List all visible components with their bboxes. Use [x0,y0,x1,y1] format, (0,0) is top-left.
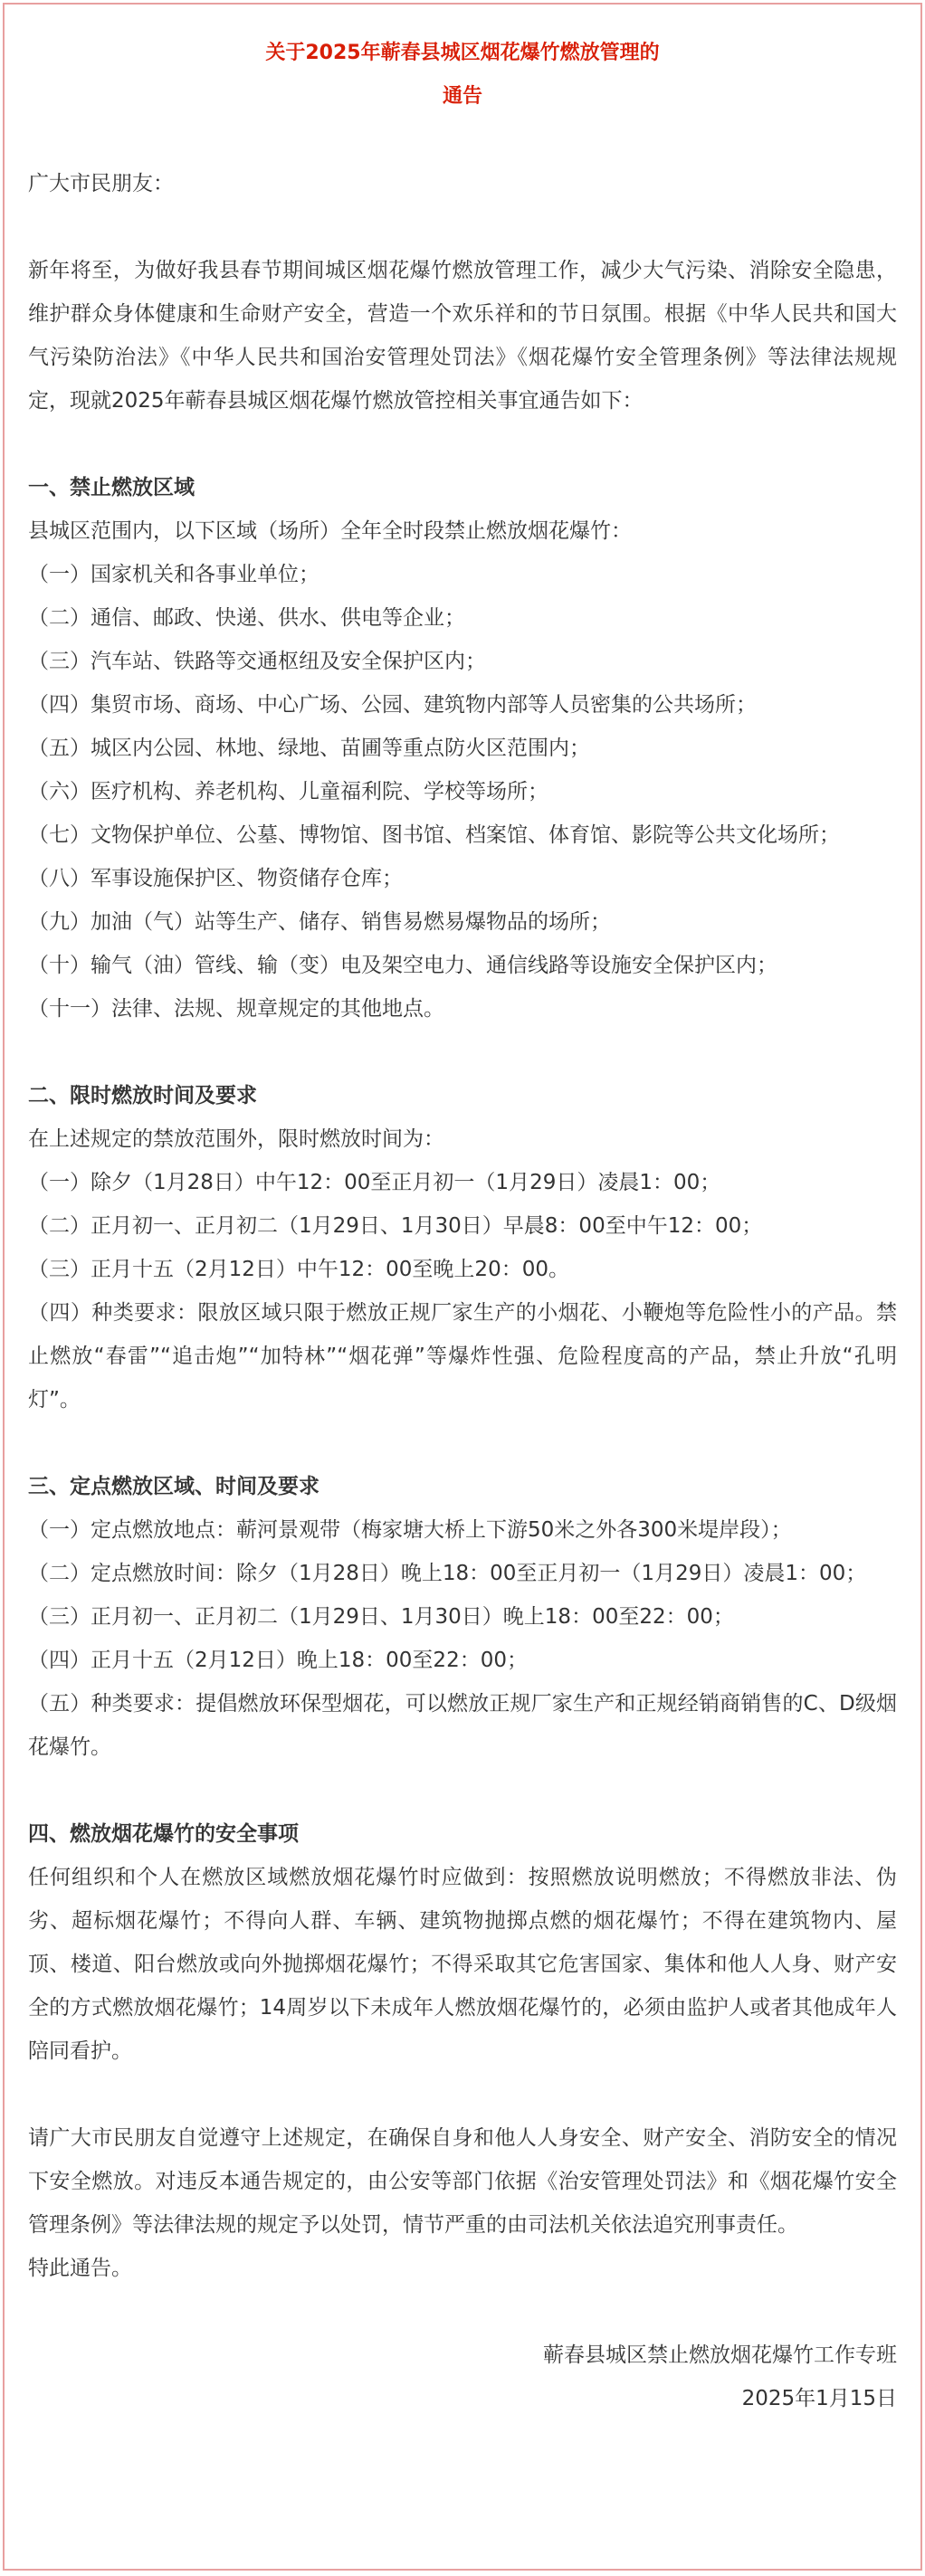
section-2-heading: 二、限时燃放时间及要求 [28,1084,257,1107]
section-1-item: （八）军事设施保护区、物资储存仓库； [28,867,403,890]
section-1-item: （四）集贸市场、商场、中心广场、公园、建筑物内部等人员密集的公共场所； [28,693,757,717]
section-1-item: （九）加油（气）站等生产、储存、销售易燃易爆物品的场所； [28,910,611,934]
section-1-item: （五）城区内公园、林地、绿地、苗圃等重点防火区范围内； [28,737,590,760]
issuing-organization: 蕲春县城区禁止燃放烟花爆竹工作专班 [543,2343,897,2367]
greeting: 广大市民朋友： [28,172,174,195]
section-3-item: （四）正月十五（2月12日）晚上18：00至22：00； [28,1649,528,1672]
title-line-1: 关于2025年蕲春县城区烟花爆竹燃放管理的 [265,42,660,64]
section-1-item: （六）医疗机构、养老机构、儿童福利院、学校等场所； [28,780,548,803]
title-line-2: 通告 [442,85,482,108]
closing-paragraph: 请广大市民朋友自觉遵守上述规定，在确保自身和他人人身安全、财产安全、消防安全的情况下安全燃放。对违反本通告规定的，由公安等部门依据《治安管理处罚法》和《烟花爆竹安全管理条例》等法律法规的规定予以处罚，情节严重的由司法机关依法追究刑事责任。 [28,2126,897,2237]
section-3-item: （一）定点燃放地点：蕲河景观带（梅家塘大桥上下游50米之外各300米堤岸段）； [28,1518,792,1542]
section-1-heading: 一、禁止燃放区域 [28,476,195,499]
section-2-lead: 在上述规定的禁放范围外，限时燃放时间为： [28,1127,444,1151]
notice-body [28,119,897,2290]
section-3-item: （五）种类要求：提倡燃放环保型烟花，可以燃放正规厂家生产和正规经销商销售的C、D级烟花爆竹。 [28,1692,897,1759]
notice-title [28,32,897,119]
section-4-paragraph: 任何组织和个人在燃放区域燃放烟花爆竹时应做到：按照燃放说明燃放；不得燃放非法、伪劣、超标烟花爆竹；不得向人群、车辆、建筑物抛掷点燃的烟花爆竹；不得在建筑物内、屋顶、楼道、阳台燃放或向外抛掷烟花爆竹；不得采取其它危害国家、集体和他人人身、财产安全的方式燃放烟花爆竹；14周岁以下未成年人燃放烟花爆竹的，必须由监护人或者其他成年人陪同看护。 [28,1866,897,2063]
section-1-lead: 县城区范围内，以下区域（场所）全年全时段禁止燃放烟花爆竹： [28,519,632,543]
section-3-item: （二）定点燃放时间：除夕（1月28日）晚上18：00至正月初一（1月29日）凌晨1：00； [28,1562,867,1585]
section-1-item: （十一）法律、法规、规章规定的其他地点。 [28,997,444,1021]
section-3-item: （三）正月初一、正月初二（1月29日、1月30日）晚上18：00至22：00； [28,1605,734,1629]
section-1-item: （十）输气（油）管线、输（变）电及架空电力、通信线路等设施安全保护区内； [28,954,777,977]
section-1-item: （二）通信、邮政、快递、供水、供电等企业； [28,606,465,630]
section-3-heading: 三、定点燃放区域、时间及要求 [28,1475,319,1498]
signature-block [28,2334,897,2420]
intro-paragraph: 新年将至，为做好我县春节期间城区烟花爆竹燃放管理工作，减少大气污染、消除安全隐患，维护群众身体健康和生命财产安全，营造一个欢乐祥和的节日氛围。根据《中华人民共和国大气污染防治法》《中华人民共和国治安管理处罚法》《烟花爆竹安全管理条例》等法律法规规定，现就2025年蕲春县城区烟花爆竹燃放管控相关事宜通告如下： [28,259,897,413]
notice-end: 特此通告。 [28,2257,132,2280]
section-2-item: （三）正月十五（2月12日）中午12：00至晚上20：00。 [28,1258,569,1281]
section-4-heading: 四、燃放烟花爆竹的安全事项 [28,1822,299,1846]
section-2-item: （一）除夕（1月28日）中午12：00至正月初一（1月29日）凌晨1：00； [28,1171,721,1194]
section-1-item: （七）文物保护单位、公墓、博物馆、图书馆、档案馆、体育馆、影院等公共文化场所； [28,823,840,847]
notice-frame [3,3,922,2571]
section-2-item: （二）正月初一、正月初二（1月29日、1月30日）早晨8：00至中午12：00； [28,1214,763,1238]
section-2-item: （四）种类要求：限放区域只限于燃放正规厂家生产的小烟花、小鞭炮等危险性小的产品。禁止燃放“春雷”“追击炮”“加特林”“烟花弹”等爆炸性强、危险程度高的产品，禁止升放“孔明灯”。 [28,1301,897,1412]
section-1-item: （一）国家机关和各事业单位； [28,563,319,586]
section-1-item: （三）汽车站、铁路等交通枢纽及安全保护区内； [28,650,486,673]
issue-date: 2025年1月15日 [741,2387,897,2410]
